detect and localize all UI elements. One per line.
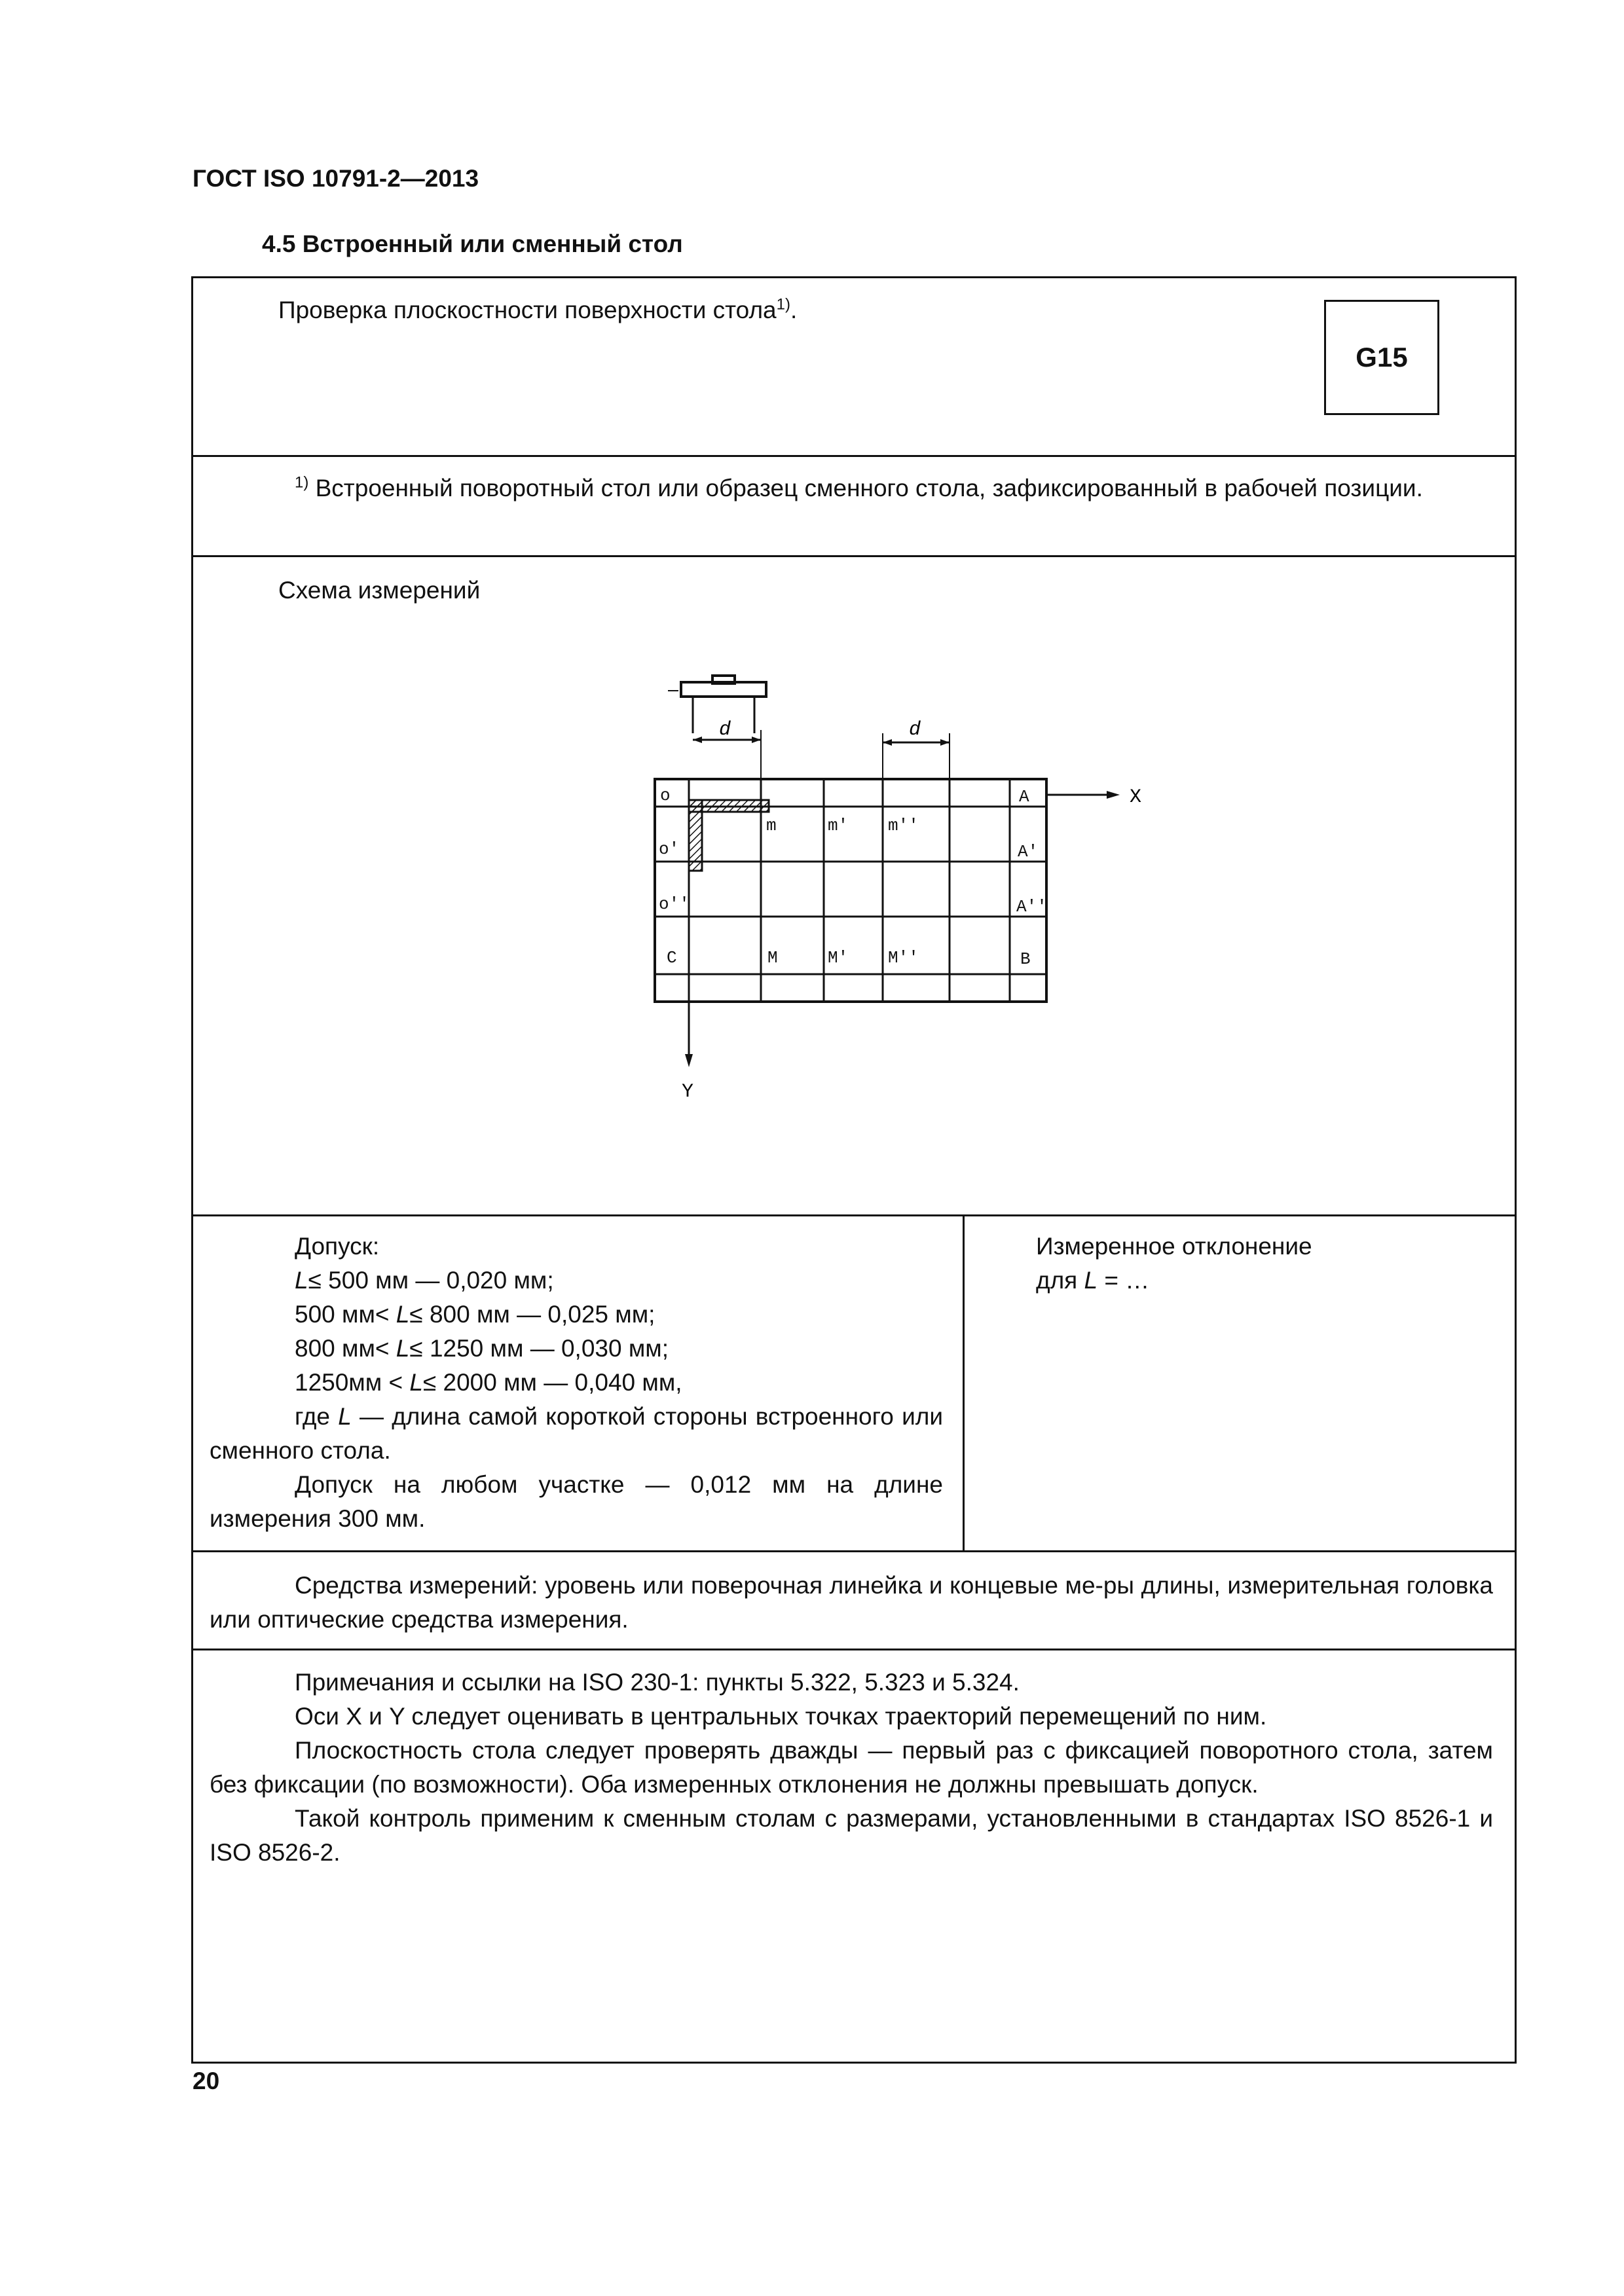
x-axis	[1046, 786, 1141, 809]
check-title: Проверка плоскостности поверхности стола$^{1)}$.	[278, 295, 798, 323]
point-label: o''	[659, 894, 690, 914]
section-title: 4.5 Встроенный или сменный стол	[262, 230, 683, 257]
note-paragraph: Плоскостность стола следует проверять дважды — первый раз с фиксацией поворотного стола, затем без фиксации (по возможности). Оба измеренных отклонения не должны превышать допуск.	[210, 1737, 1493, 1798]
level-position-y	[689, 800, 702, 871]
note-paragraph: Такой контроль применим к сменным столам с размерами, установленными в стандартах ISO 8526-1 и ISO 8526-2.	[210, 1805, 1493, 1866]
row-divider	[191, 455, 1517, 457]
column-divider	[963, 1214, 965, 1552]
point-label: B	[1020, 949, 1031, 969]
point-label: M	[767, 948, 778, 968]
row-divider	[191, 1649, 1517, 1650]
dimension-label: d	[909, 719, 921, 741]
check-code-box	[1324, 300, 1439, 415]
note-paragraph: Примечания и ссылки на ISO 230-1: пункты 5.322, 5.323 и 5.324.	[295, 1669, 1020, 1696]
check-code: G15	[1356, 342, 1408, 373]
y-axis	[682, 1002, 693, 1103]
tolerance-line: 1250мм < L≤ 2000 мм — 0,040 мм,	[295, 1369, 682, 1396]
x-axis-label: X	[1130, 786, 1142, 809]
measuring-instruments: Средства измерений: уровень или поверочная линейка и концевые ме-ры длины, измерительная головка или оптические средства измерения.	[210, 1572, 1493, 1633]
point-label: A	[1019, 787, 1029, 807]
document-code: ГОСТ ISO 10791-2—2013	[193, 165, 479, 192]
point-label: M'	[828, 948, 849, 968]
point-label: o'	[659, 839, 680, 859]
level-instrument	[668, 676, 766, 733]
point-label: C	[667, 948, 677, 968]
page-number: 20	[193, 2068, 220, 2094]
point-label: m	[766, 816, 777, 835]
point-label: A'	[1018, 842, 1039, 862]
tolerance-block	[210, 1230, 943, 1536]
point-label: o	[660, 786, 671, 805]
dimension-d-left	[693, 719, 761, 799]
point-label: M''	[888, 948, 919, 968]
point-label: A''	[1016, 897, 1047, 917]
row-divider	[191, 1550, 1517, 1552]
tolerance-local: Допуск на любом участке — 0,012 мм на длине измерения 300 мм.	[210, 1471, 943, 1532]
row-divider	[191, 1214, 1517, 1216]
tolerance-heading: Допуск:	[295, 1233, 380, 1260]
measured-deviation-label: Измеренное отклонение	[1036, 1233, 1312, 1260]
point-label: m''	[888, 816, 919, 835]
dimension-d-right	[883, 719, 950, 779]
row-divider	[191, 555, 1517, 557]
y-axis-label: Y	[682, 1081, 694, 1103]
note-paragraph: Оси X и Y следует оценивать в центральных точках траекторий перемещений по ним.	[295, 1703, 1267, 1730]
tolerance-definition: где L — длина самой короткой стороны встроенного или сменного стола.	[210, 1403, 944, 1464]
measurement-scheme-diagram	[642, 661, 1205, 1120]
dimension-label: d	[719, 719, 731, 741]
measured-deviation	[1036, 1230, 1312, 1298]
tolerance-line: 500 мм< L≤ 800 мм — 0,025 мм;	[295, 1301, 655, 1328]
notes-block	[210, 1666, 1493, 1870]
measured-deviation-value: для L = …	[1036, 1267, 1150, 1294]
tolerance-line: L≤ 500 мм — 0,020 мм;	[295, 1267, 554, 1294]
tolerance-line: 800 мм< L≤ 1250 мм — 0,030 мм;	[295, 1335, 669, 1362]
scheme-heading: Схема измерений	[278, 577, 481, 604]
point-label: m'	[828, 816, 849, 835]
footnote: $^{1)}$ Встроенный поворотный стол или образец сменного стола, зафиксированный в рабочей позиции.	[295, 473, 1423, 501]
